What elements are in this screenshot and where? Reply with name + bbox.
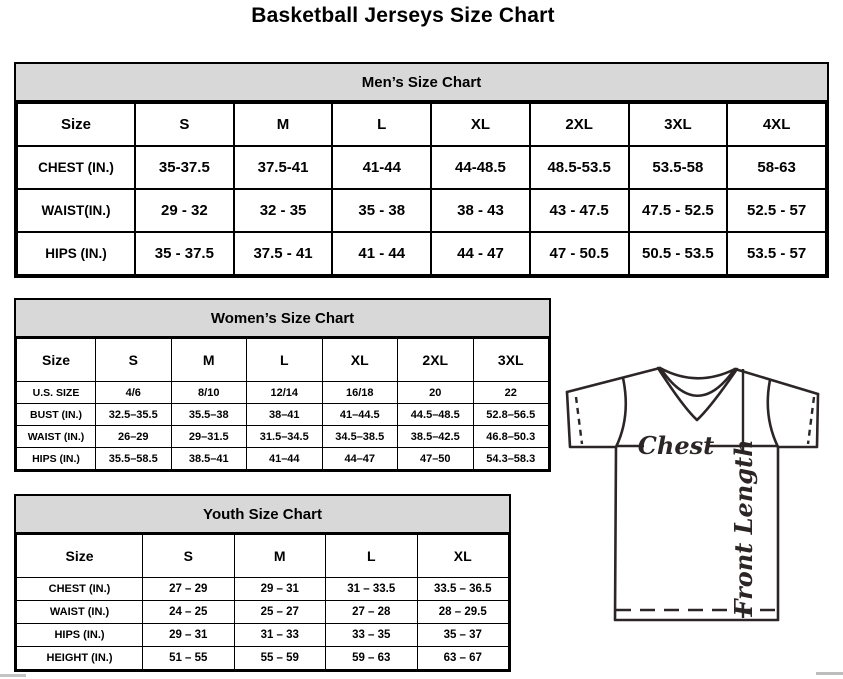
measurement-row-label: HIPS (IN.) <box>17 624 143 647</box>
measurement-value-cell: 38.5–42.5 <box>398 426 474 448</box>
measurement-row <box>17 647 509 670</box>
size-column-header: XL <box>322 339 398 382</box>
measurement-value-cell: 58-63 <box>727 146 826 189</box>
measurement-row-label: CHEST (IN.) <box>17 578 143 601</box>
measurement-value-cell: 63 – 67 <box>417 647 509 670</box>
measurement-value-cell: 29 - 32 <box>135 189 234 232</box>
size-column-header: XL <box>417 535 509 578</box>
jersey-diagram-svg <box>556 360 836 630</box>
jersey-left-armhole-seam <box>616 378 626 447</box>
measurement-value-cell: 35.5–58.5 <box>96 448 172 470</box>
measurement-value-cell: 46.8–50.3 <box>473 426 549 448</box>
youth-size-chart <box>14 494 511 672</box>
left-cuff-dashed-seam <box>576 397 582 444</box>
size-column-header: S <box>143 535 235 578</box>
measurement-value-cell: 41–44 <box>247 448 323 470</box>
measurement-value-cell: 47–50 <box>398 448 474 470</box>
size-column-header: L <box>332 103 431 146</box>
womens-size-chart-caption: Women’s Size Chart <box>16 300 549 338</box>
measurement-value-cell: 31 – 33 <box>234 624 326 647</box>
measurement-value-cell: 16/18 <box>322 382 398 404</box>
size-column-header: 2XL <box>530 103 629 146</box>
measurement-value-cell: 32 - 35 <box>234 189 333 232</box>
measurement-row <box>17 426 549 448</box>
measurement-value-cell: 41-44 <box>332 146 431 189</box>
jersey-right-shoulder <box>735 369 818 394</box>
measurement-row <box>17 601 509 624</box>
size-column-header: 3XL <box>629 103 728 146</box>
size-column-header: M <box>171 339 247 382</box>
mens-size-table <box>16 102 827 276</box>
measurement-row <box>17 146 826 189</box>
measurement-value-cell: 37.5-41 <box>234 146 333 189</box>
size-header-row <box>17 103 826 146</box>
measurement-row-label: HIPS (IN.) <box>17 232 135 275</box>
size-column-header: L <box>326 535 418 578</box>
measurement-value-cell: 59 – 63 <box>326 647 418 670</box>
measurement-value-cell: 48.5-53.5 <box>530 146 629 189</box>
measurement-value-cell: 52.5 - 57 <box>727 189 826 232</box>
measurement-value-cell: 35-37.5 <box>135 146 234 189</box>
measurement-value-cell: 20 <box>398 382 474 404</box>
jersey-back-collar-arc <box>660 368 735 378</box>
measurement-value-cell: 41 - 44 <box>332 232 431 275</box>
jersey-left-sleeve <box>567 392 616 447</box>
jersey-left-shoulder <box>567 368 660 392</box>
measurement-value-cell: 44.5–48.5 <box>398 404 474 426</box>
measurement-row-label: HIPS (IN.) <box>17 448 96 470</box>
right-cuff-dashed-seam <box>808 397 814 444</box>
measurement-value-cell: 32.5–35.5 <box>96 404 172 426</box>
measurement-value-cell: 35.5–38 <box>171 404 247 426</box>
measurement-value-cell: 34.5–38.5 <box>322 426 398 448</box>
measurement-value-cell: 4/6 <box>96 382 172 404</box>
measurement-row <box>17 382 549 404</box>
measurement-value-cell: 28 – 29.5 <box>417 601 509 624</box>
chest-label: Chest <box>637 431 715 460</box>
measurement-value-cell: 44-48.5 <box>431 146 530 189</box>
measurement-value-cell: 54.3–58.3 <box>473 448 549 470</box>
measurement-value-cell: 53.5 - 57 <box>727 232 826 275</box>
measurement-value-cell: 27 – 28 <box>326 601 418 624</box>
measurement-value-cell: 29 – 31 <box>234 578 326 601</box>
measurement-row-label: WAIST (IN.) <box>17 426 96 448</box>
womens-size-table <box>16 338 549 470</box>
size-column-header: M <box>234 103 333 146</box>
measurement-row-label: BUST (IN.) <box>17 404 96 426</box>
measurement-value-cell: 55 – 59 <box>234 647 326 670</box>
size-corner-header: Size <box>17 339 96 382</box>
youth-size-table <box>16 534 509 670</box>
measurement-row <box>17 448 549 470</box>
measurement-value-cell: 29–31.5 <box>171 426 247 448</box>
size-column-header: 2XL <box>398 339 474 382</box>
measurement-row-label: CHEST (IN.) <box>17 146 135 189</box>
measurement-row <box>17 232 826 275</box>
size-corner-header: Size <box>17 103 135 146</box>
mens-size-chart <box>14 62 829 278</box>
measurement-value-cell: 35 - 38 <box>332 189 431 232</box>
measurement-value-cell: 50.5 - 53.5 <box>629 232 728 275</box>
measurement-row-label: WAIST (IN.) <box>17 601 143 624</box>
measurement-value-cell: 52.8–56.5 <box>473 404 549 426</box>
measurement-value-cell: 35 – 37 <box>417 624 509 647</box>
measurement-value-cell: 47 - 50.5 <box>530 232 629 275</box>
measurement-value-cell: 37.5 - 41 <box>234 232 333 275</box>
size-column-header: S <box>96 339 172 382</box>
jersey-vneck-outline <box>658 368 737 420</box>
youth-size-chart-caption: Youth Size Chart <box>16 496 509 534</box>
measurement-value-cell: 53.5-58 <box>629 146 728 189</box>
size-header-row <box>17 339 549 382</box>
womens-size-chart <box>14 298 551 472</box>
measurement-value-cell: 51 – 55 <box>143 647 235 670</box>
scrollbar-fragment-right[interactable] <box>816 672 843 675</box>
measurement-value-cell: 38 - 43 <box>431 189 530 232</box>
measurement-value-cell: 44–47 <box>322 448 398 470</box>
front-length-label: Front Length <box>729 439 758 617</box>
measurement-value-cell: 47.5 - 52.5 <box>629 189 728 232</box>
measurement-row-label: U.S. SIZE <box>17 382 96 404</box>
size-column-header: 4XL <box>727 103 826 146</box>
size-column-header: M <box>234 535 326 578</box>
measurement-value-cell: 29 – 31 <box>143 624 235 647</box>
page-title: Basketball Jerseys Size Chart <box>251 4 555 27</box>
mens-size-chart-caption: Men’s Size Chart <box>16 64 827 102</box>
measurement-value-cell: 26–29 <box>96 426 172 448</box>
size-column-header: XL <box>431 103 530 146</box>
measurement-row <box>17 578 509 601</box>
measurement-value-cell: 22 <box>473 382 549 404</box>
measurement-value-cell: 38–41 <box>247 404 323 426</box>
measurement-value-cell: 8/10 <box>171 382 247 404</box>
measurement-row-label: HEIGHT (IN.) <box>17 647 143 670</box>
jersey-right-armhole-seam <box>768 380 778 447</box>
measurement-value-cell: 24 – 25 <box>143 601 235 624</box>
measurement-value-cell: 35 - 37.5 <box>135 232 234 275</box>
size-corner-header: Size <box>17 535 143 578</box>
measurement-value-cell: 12/14 <box>247 382 323 404</box>
measurement-value-cell: 33.5 – 36.5 <box>417 578 509 601</box>
measurement-row-label: WAIST(IN.) <box>17 189 135 232</box>
size-column-header: 3XL <box>473 339 549 382</box>
size-column-header: L <box>247 339 323 382</box>
measurement-row <box>17 189 826 232</box>
measurement-value-cell: 27 – 29 <box>143 578 235 601</box>
measurement-row <box>17 404 549 426</box>
measurement-value-cell: 31.5–34.5 <box>247 426 323 448</box>
scrollbar-fragment-left[interactable] <box>0 674 26 677</box>
measurement-value-cell: 25 – 27 <box>234 601 326 624</box>
size-column-header: S <box>135 103 234 146</box>
measurement-value-cell: 44 - 47 <box>431 232 530 275</box>
measurement-row <box>17 624 509 647</box>
measurement-value-cell: 43 - 47.5 <box>530 189 629 232</box>
measurement-value-cell: 33 – 35 <box>326 624 418 647</box>
measurement-value-cell: 41–44.5 <box>322 404 398 426</box>
size-header-row <box>17 535 509 578</box>
jersey-measurement-diagram <box>556 360 836 630</box>
measurement-value-cell: 31 – 33.5 <box>326 578 418 601</box>
measurement-value-cell: 38.5–41 <box>171 448 247 470</box>
